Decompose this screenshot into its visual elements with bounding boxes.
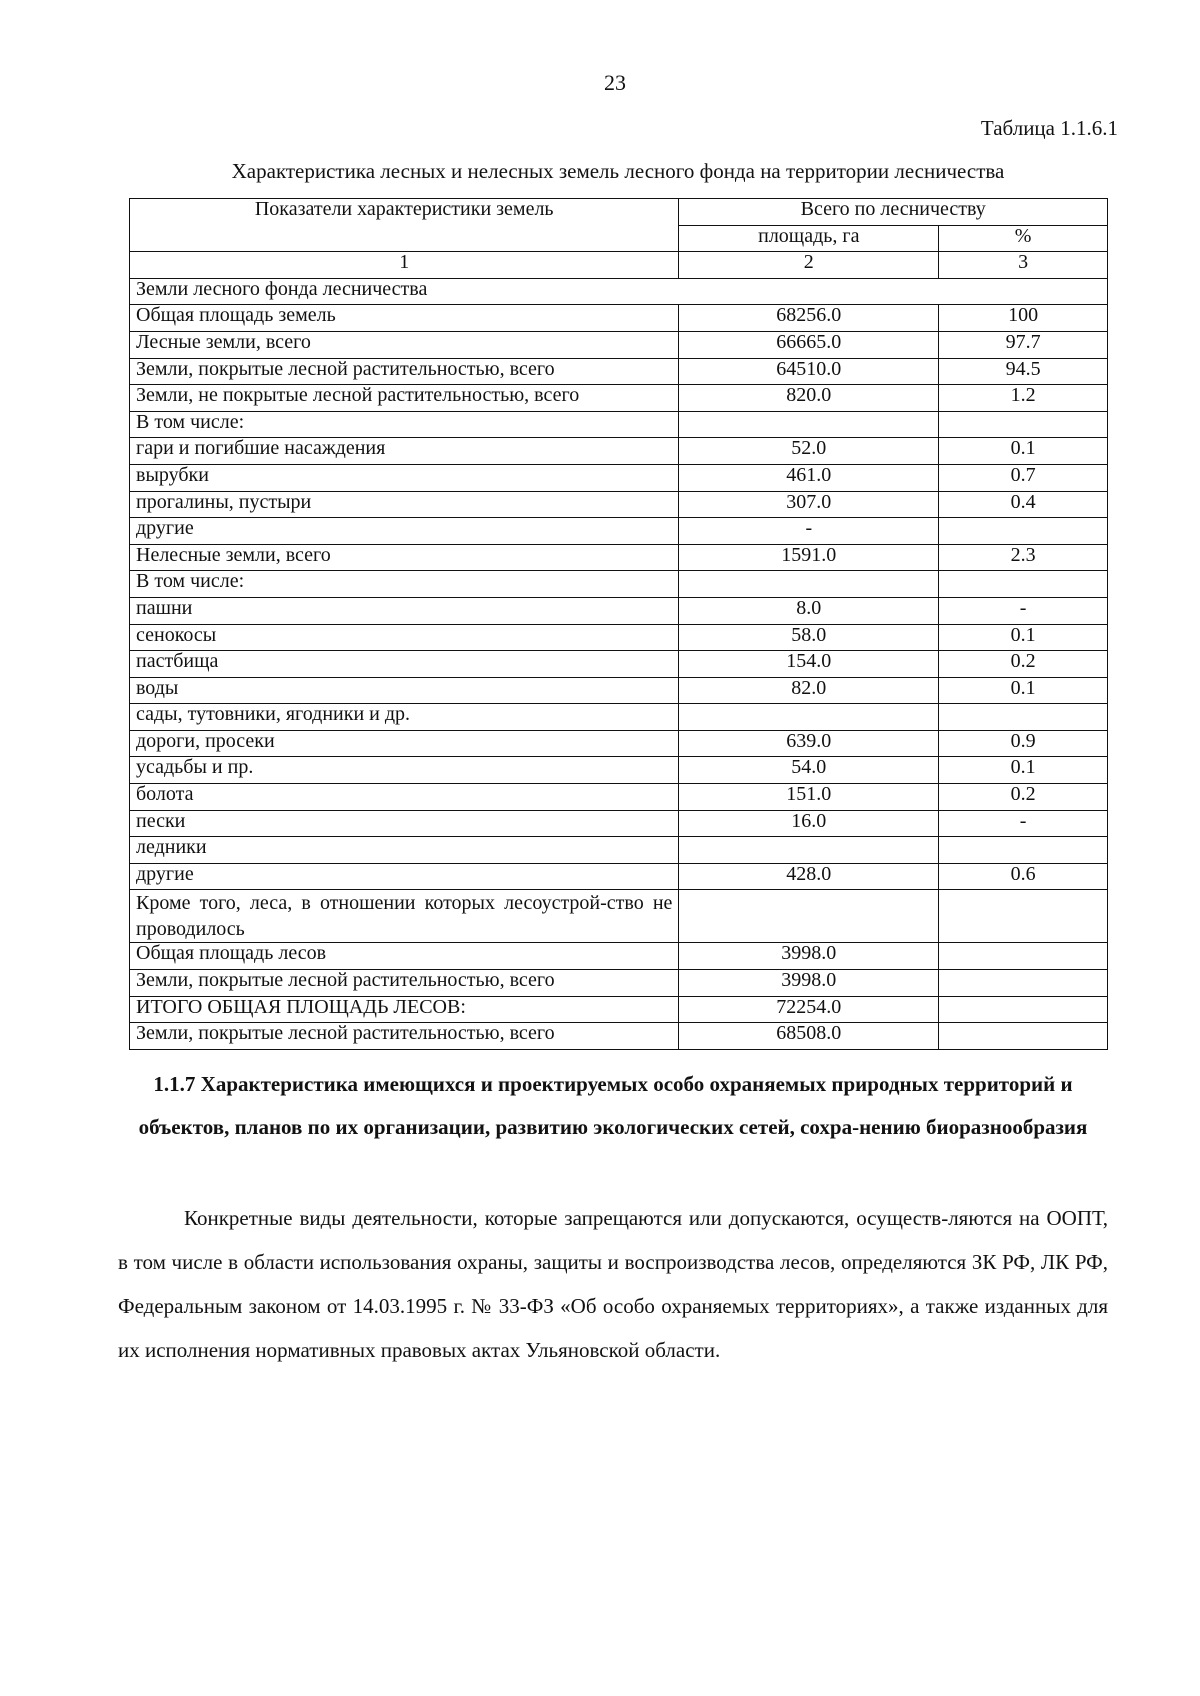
table-row (130, 757, 1108, 784)
row-area (679, 571, 939, 598)
table-row (130, 624, 1108, 651)
row-area: 154.0 (679, 651, 939, 678)
row-label: ледники (130, 837, 679, 864)
row-label: сенокосы (130, 624, 679, 651)
row-percent: - (939, 597, 1108, 624)
table-row (130, 518, 1108, 545)
row-label: воды (130, 677, 679, 704)
table-row (130, 651, 1108, 678)
row-percent (939, 970, 1108, 997)
row-percent: 0.1 (939, 677, 1108, 704)
row-label: Земли, покрытые лесной растительностью, всего (130, 970, 679, 997)
row-percent (939, 943, 1108, 970)
table-row (130, 331, 1108, 358)
table-row (130, 837, 1108, 864)
land-characteristics-table (129, 198, 1108, 1050)
row-area: 68508.0 (679, 1023, 939, 1050)
row-percent: 0.7 (939, 464, 1108, 491)
row-percent: 0.4 (939, 491, 1108, 518)
row-percent: 0.9 (939, 730, 1108, 757)
row-percent: 0.1 (939, 757, 1108, 784)
row-area: 16.0 (679, 810, 939, 837)
row-label: другие (130, 863, 679, 890)
row-percent: 0.1 (939, 624, 1108, 651)
table-row (130, 305, 1108, 332)
note-row (130, 890, 1108, 943)
table-row (130, 411, 1108, 438)
row-area: 639.0 (679, 730, 939, 757)
header-total: Всего по лесничеству (679, 199, 1108, 226)
table-row (130, 970, 1108, 997)
row-area (679, 837, 939, 864)
header-indicator: Показатели характеристики земель (130, 199, 679, 252)
row-label: Земли, покрытые лесной растительностью, всего (130, 358, 679, 385)
table-row (130, 597, 1108, 624)
row-label: Лесные земли, всего (130, 331, 679, 358)
row-percent: 97.7 (939, 331, 1108, 358)
row-percent: 0.6 (939, 863, 1108, 890)
row-label: дороги, просеки (130, 730, 679, 757)
row-label: другие (130, 518, 679, 545)
section-row-label: Земли лесного фонда лесничества (130, 278, 1108, 305)
row-label: пастбища (130, 651, 679, 678)
row-area: 82.0 (679, 677, 939, 704)
table-row (130, 491, 1108, 518)
row-label: гари и погибшие насаждения (130, 438, 679, 465)
row-area: - (679, 518, 939, 545)
table-caption: Характеристика лесных и нелесных земель лесного фонда на территории лесничества (231, 159, 1005, 183)
table-row (130, 385, 1108, 412)
section-heading: 1.1.7 Характеристика имеющихся и проектируемых особо охраняемых природных территорий и объектов, планов по их организации, развитию экологических сетей, сохра-нению биоразнообразия (138, 1072, 1088, 1139)
table-row (130, 677, 1108, 704)
table-row (130, 996, 1108, 1023)
table-row (130, 863, 1108, 890)
table-row (130, 438, 1108, 465)
column-number: 1 (130, 252, 679, 279)
row-percent: 0.2 (939, 651, 1108, 678)
row-area (679, 704, 939, 731)
note-row-area (679, 890, 939, 943)
row-label: В том числе: (130, 571, 679, 598)
row-label: усадьбы и пр. (130, 757, 679, 784)
row-area (679, 411, 939, 438)
header-percent: % (939, 225, 1108, 252)
row-area: 820.0 (679, 385, 939, 412)
row-percent (939, 704, 1108, 731)
table-row (130, 358, 1108, 385)
table-row (130, 943, 1108, 970)
row-percent: 2.3 (939, 544, 1108, 571)
table-row (130, 464, 1108, 491)
row-label: вырубки (130, 464, 679, 491)
row-label: Земли, покрытые лесной растительностью, всего (130, 1023, 679, 1050)
note-row-percent (939, 890, 1108, 943)
row-label: Общая площадь земель (130, 305, 679, 332)
row-area: 151.0 (679, 784, 939, 811)
column-number: 3 (939, 252, 1108, 279)
row-percent: 100 (939, 305, 1108, 332)
row-percent: - (939, 810, 1108, 837)
section-row (130, 278, 1108, 305)
table-row (130, 730, 1108, 757)
row-label: ИТОГО ОБЩАЯ ПЛОЩАДЬ ЛЕСОВ: (130, 996, 679, 1023)
row-area: 428.0 (679, 863, 939, 890)
table-row (130, 784, 1108, 811)
row-area: 307.0 (679, 491, 939, 518)
row-percent (939, 1023, 1108, 1050)
row-label: пески (130, 810, 679, 837)
row-area: 58.0 (679, 624, 939, 651)
table-row (130, 544, 1108, 571)
row-area: 1591.0 (679, 544, 939, 571)
row-area: 68256.0 (679, 305, 939, 332)
table-row (130, 810, 1108, 837)
row-area: 54.0 (679, 757, 939, 784)
table-row (130, 704, 1108, 731)
column-number-row (130, 252, 1108, 279)
header-area: площадь, га (679, 225, 939, 252)
row-label: В том числе: (130, 411, 679, 438)
row-label: прогалины, пустыри (130, 491, 679, 518)
note-row-label: Кроме того, леса, в отношении которых лесоустрой-ство не проводилось (130, 890, 679, 943)
page-number: 23 (604, 70, 626, 95)
row-area: 64510.0 (679, 358, 939, 385)
row-percent (939, 571, 1108, 598)
row-percent: 0.1 (939, 438, 1108, 465)
row-label: Общая площадь лесов (130, 943, 679, 970)
row-percent: 1.2 (939, 385, 1108, 412)
row-label: Земли, не покрытые лесной растительностью, всего (130, 385, 679, 412)
body-paragraph: Конкретные виды деятельности, которые запрещаются или допускаются, осуществ-ляются на ООПТ, в том числе в области использования охраны, защиты и воспроизводства лесов, определяются ЗК РФ, ЛК РФ, Федеральным законом от 14.03.1995 г. № 33-ФЗ «Об особо охраняемых территориях», а также изданных для их исполнения нормативных правовых актах Ульяновской области. (118, 1206, 1108, 1362)
row-percent (939, 996, 1108, 1023)
row-area: 52.0 (679, 438, 939, 465)
row-area: 72254.0 (679, 996, 939, 1023)
row-percent (939, 518, 1108, 545)
row-area: 8.0 (679, 597, 939, 624)
table-row (130, 571, 1108, 598)
row-area: 461.0 (679, 464, 939, 491)
row-label: пашни (130, 597, 679, 624)
column-number: 2 (679, 252, 939, 279)
row-percent (939, 837, 1108, 864)
table-label: Таблица 1.1.6.1 (980, 116, 1118, 140)
row-label: болота (130, 784, 679, 811)
row-label: сады, тутовники, ягодники и др. (130, 704, 679, 731)
row-area: 3998.0 (679, 943, 939, 970)
row-area: 3998.0 (679, 970, 939, 997)
table-row (130, 1023, 1108, 1050)
row-area: 66665.0 (679, 331, 939, 358)
row-percent: 94.5 (939, 358, 1108, 385)
row-percent (939, 411, 1108, 438)
table-header-row (130, 199, 1108, 226)
row-percent: 0.2 (939, 784, 1108, 811)
row-label: Нелесные земли, всего (130, 544, 679, 571)
